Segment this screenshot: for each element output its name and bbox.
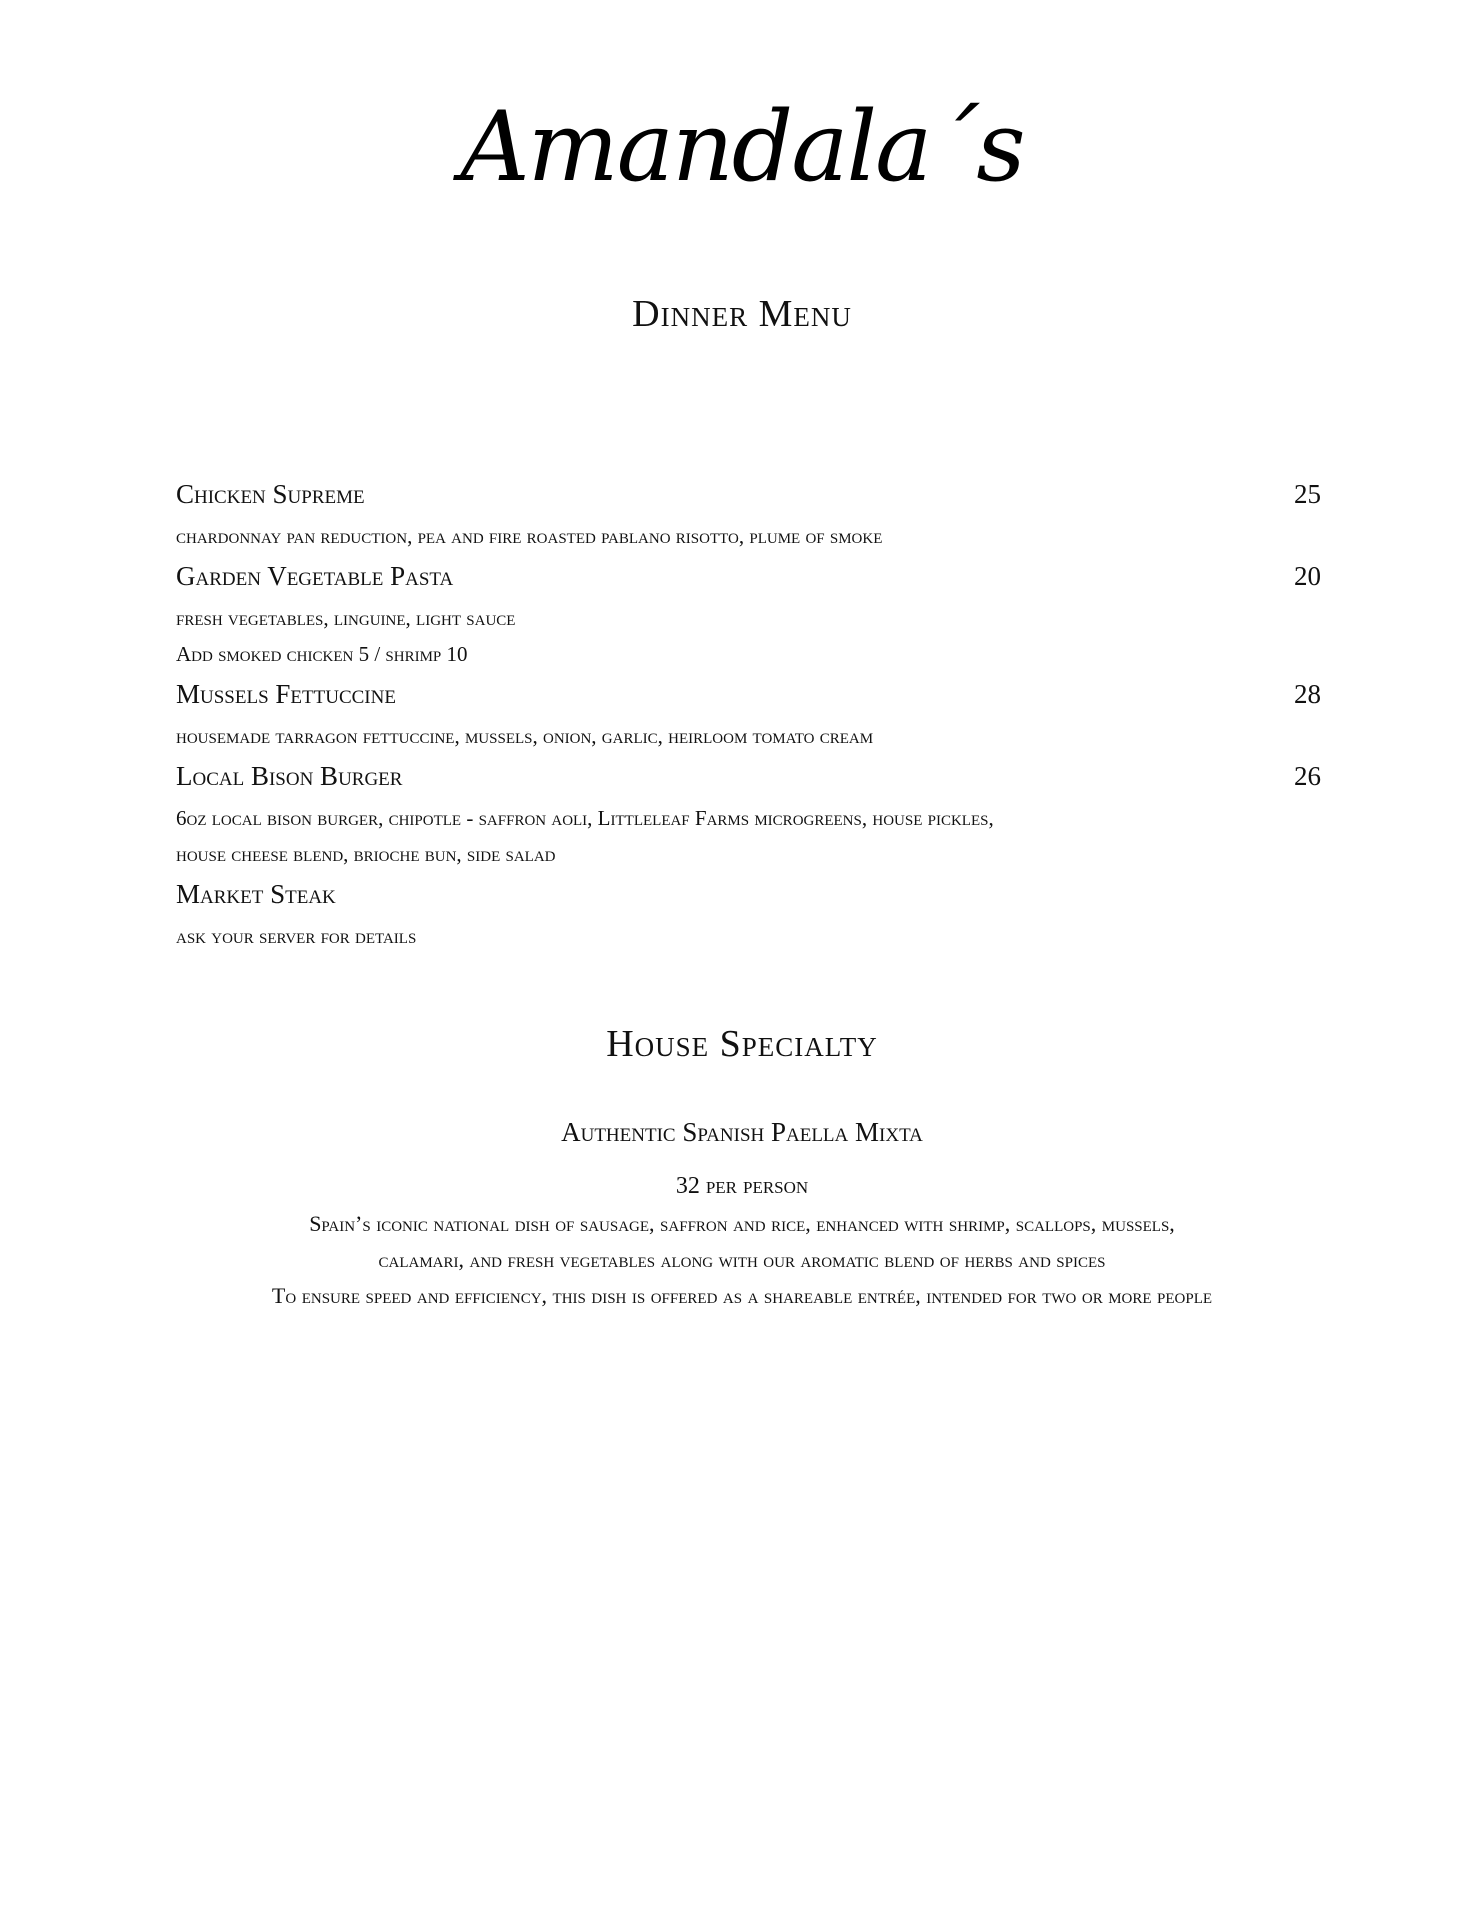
menu-item-local-bison-burger — [176, 756, 1321, 872]
menu-item-name: Garden Vegetable Pasta — [176, 561, 454, 591]
menu-item-price: 25 — [1294, 479, 1321, 509]
menu-item-description: fresh vegetables, linguine, light sauce — [176, 606, 516, 630]
specialty-description-line: Spain’s iconic national dish of sausage, saffron and rice, enhanced with shrimp, scallops, mussels, — [309, 1211, 1175, 1236]
menu-item-name: Local Bison Burger — [176, 761, 403, 791]
menu-item-name: Market Steak — [176, 879, 336, 909]
specialty-price: 32 per person — [675, 1173, 809, 1199]
menu-item-price: 26 — [1294, 761, 1321, 791]
menu-item-price: 20 — [1294, 561, 1321, 591]
dinner-menu-list — [176, 474, 1321, 954]
menu-item-mussels-fettuccine — [176, 674, 1321, 754]
dinner-menu-title: Dinner Menu — [632, 293, 852, 335]
menu-item-description: ask your server for details — [176, 924, 417, 948]
menu-item-name: Chicken Supreme — [176, 479, 365, 509]
house-specialty-title: House Specialty — [606, 1023, 878, 1065]
house-specialty-section — [0, 1112, 1484, 1314]
menu-item-market-steak — [176, 874, 1321, 954]
restaurant-logo: Amandala´s — [460, 91, 1024, 203]
menu-item-description: housemade tarragon fettuccine, mussels, onion, garlic, heirloom tomato cream — [176, 724, 874, 748]
menu-item-price: 28 — [1294, 679, 1321, 709]
menu-item-name: Mussels Fettuccine — [176, 679, 396, 709]
specialty-sharing-note: To ensure speed and efficiency, this dish is offered as a shareable entrée, intended for two or more people — [271, 1283, 1213, 1308]
menu-item-description-continued: house cheese blend, brioche bun, side salad — [176, 842, 556, 866]
menu-item-description: chardonnay pan reduction, pea and fire roasted pablano risotto, plume of smoke — [176, 524, 883, 548]
menu-item-garden-vegetable-pasta — [176, 556, 1321, 672]
menu-item-description: 6oz local bison burger, chipotle - saffron aoli, Littleleaf Farms microgreens, house pickles, — [176, 806, 994, 830]
specialty-dish-name: Authentic Spanish Paella Mixta — [561, 1117, 923, 1147]
specialty-description-line: calamari, and fresh vegetables along with our aromatic blend of herbs and spices — [378, 1247, 1106, 1272]
menu-item-addon: Add smoked chicken 5 / shrimp 10 — [176, 642, 468, 666]
menu-item-chicken-supreme — [176, 474, 1321, 554]
